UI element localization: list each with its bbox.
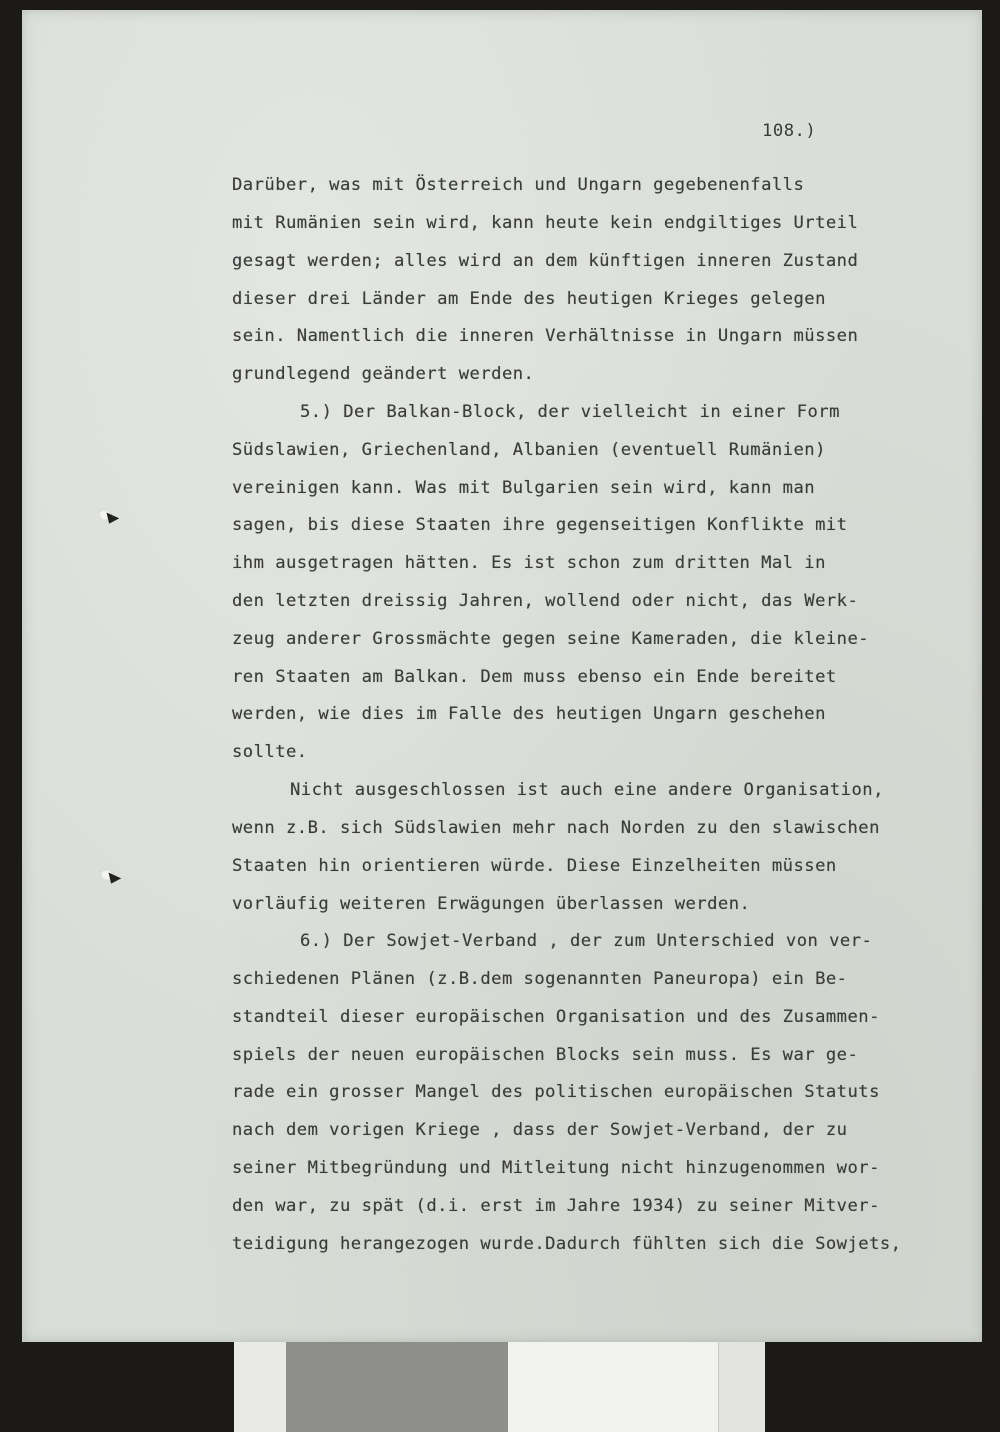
- text-line: vorläufig weiteren Erwägungen überlassen werden.: [232, 894, 751, 914]
- text-line: gesagt werden; alles wird an dem künftigen inneren Zustand: [232, 251, 859, 271]
- text-line: den letzten dreissig Jahren, wollend oder nicht, das Werk-: [232, 591, 859, 611]
- text-line: 5.) Der Balkan-Block, der vielleicht in einer Form: [300, 402, 840, 422]
- gray-calibration-patch: [286, 1342, 508, 1432]
- text-line: grundlegend geändert werden.: [232, 364, 535, 384]
- text-line: sagen, bis diese Staaten ihre gegenseitigen Konflikte mit: [232, 515, 848, 535]
- text-line: vereinigen kann. Was mit Bulgarien sein wird, kann man: [232, 478, 816, 498]
- text-line: ihm ausgetragen hätten. Es ist schon zum dritten Mal in: [232, 553, 826, 573]
- text-line: rade ein grosser Mangel des politischen europäischen Statuts: [232, 1082, 880, 1102]
- punch-hole-lower: [96, 866, 118, 884]
- text-line: seiner Mitbegründung und Mitleitung nicht hinzugenommen wor-: [232, 1158, 880, 1178]
- punch-hole-upper: [94, 506, 116, 524]
- text-line: mit Rumänien sein wird, kann heute kein endgiltiges Urteil: [232, 213, 859, 233]
- text-line: standteil dieser europäischen Organisation und des Zusammen-: [232, 1007, 880, 1027]
- text-line: dieser drei Länder am Ende des heutigen Krieges gelegen: [232, 289, 826, 309]
- text-line: spiels der neuen europäischen Blocks sein muss. Es war ge-: [232, 1045, 859, 1065]
- white-calibration-patch: [508, 1342, 718, 1432]
- text-line: Darüber, was mit Österreich und Ungarn gegebenenfalls: [232, 175, 805, 195]
- text-line: sollte.: [232, 742, 308, 762]
- text-line: zeug anderer Grossmächte gegen seine Kameraden, die kleine-: [232, 629, 870, 649]
- scanner-holder-strip: [234, 1342, 764, 1432]
- text-line: wenn z.B. sich Südslawien mehr nach Norden zu den slawischen: [232, 818, 880, 838]
- text-line: schiedenen Plänen (z.B.dem sogenannten Paneuropa) ein Be-: [232, 969, 848, 989]
- text-line: den war, zu spät (d.i. erst im Jahre 1934) zu seiner Mitver-: [232, 1196, 880, 1216]
- text-line: Staaten hin orientieren würde. Diese Einzelheiten müssen: [232, 856, 837, 876]
- text-line: Südslawien, Griechenland, Albanien (eventuell Rumänien): [232, 440, 826, 460]
- text-line: Nicht ausgeschlossen ist auch eine andere Organisation,: [290, 780, 884, 800]
- text-line: werden, wie dies im Falle des heutigen Ungarn geschehen: [232, 704, 826, 724]
- text-line: ren Staaten am Balkan. Dem muss ebenso ein Ende bereitet: [232, 667, 837, 687]
- text-line: sein. Namentlich die inneren Verhältnisse in Ungarn müssen: [232, 326, 859, 346]
- page-number: 108.): [762, 121, 817, 141]
- text-line: teidigung herangezogen wurde.Dadurch fühlten sich die Sowjets,: [232, 1234, 902, 1254]
- text-line: nach dem vorigen Kriege , dass der Sowjet-Verband, der zu: [232, 1120, 848, 1140]
- text-line: 6.) Der Sowjet-Verband , der zum Unterschied von ver-: [300, 931, 873, 951]
